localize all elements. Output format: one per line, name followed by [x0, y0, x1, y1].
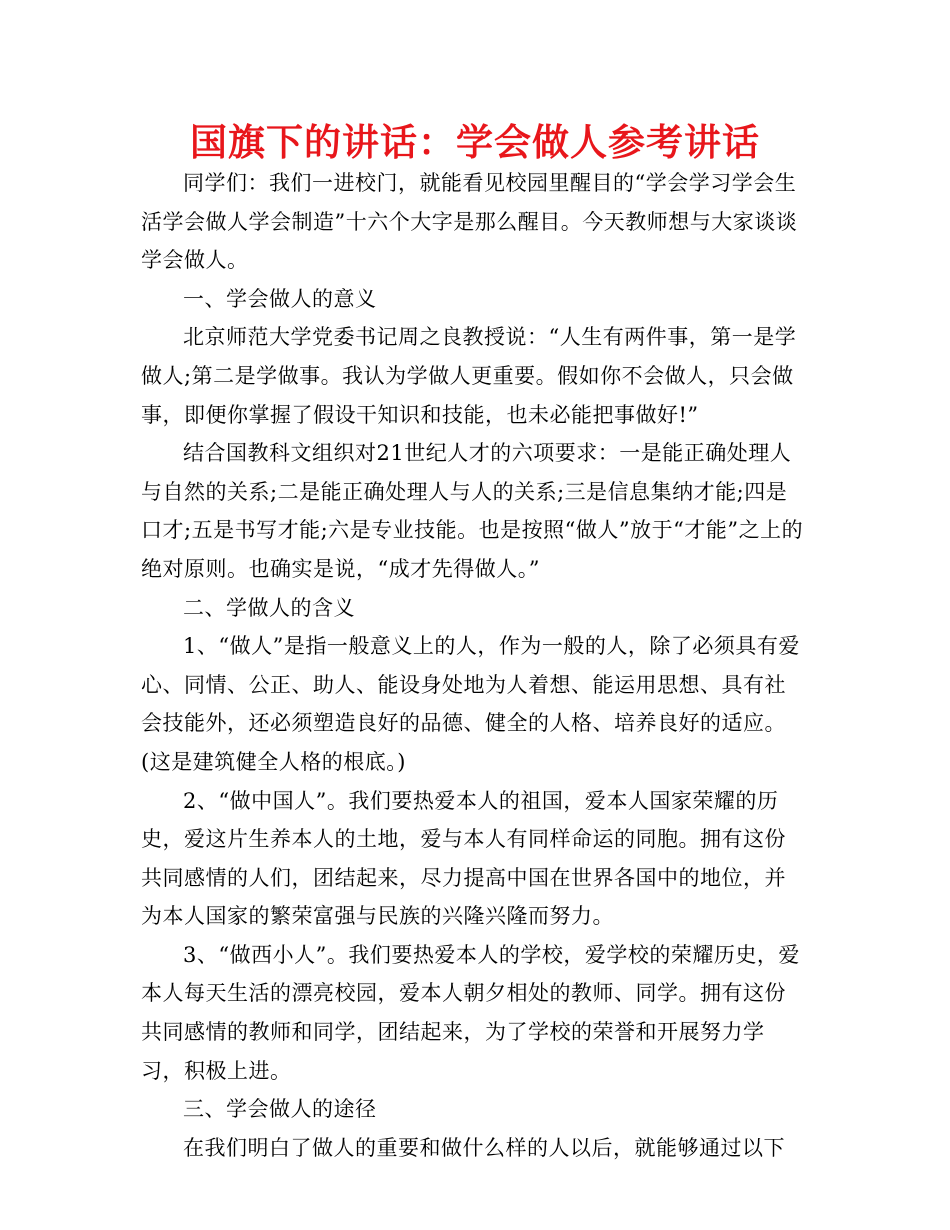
paragraph-unesco: 结合国教科文组织对21世纪人才的六项要求：一是能正确处理人与自然的关系;二是能正确处理人与人的关系;三是信息集纳才能;四是口才;五是书写才能;六是专业技能。也是按照“做人”放于“才能”之上的绝对原则。也确实是说，“成才先得做人。”: [141, 441, 804, 581]
section-heading-2: 二、学做人的含义: [183, 595, 355, 620]
section-heading-3: 三、学会做人的途径: [183, 1097, 377, 1122]
paragraph-pathway: 在我们明白了做人的重要和做什么样的人以后，就能够通过以下: [183, 1135, 785, 1160]
document-body: [141, 164, 807, 1167]
document-title: 国旗下的讲话：学会做人参考讲话: [190, 121, 760, 164]
paragraph-point-3: 3、“做西小人”。我们要热爱本人的学校，爱学校的荣耀历史，爱本人每天生活的漂亮校园，爱本人朝夕相处的教师、同学。拥有这份共同感情的教师和同学，团结起来，为了学校的荣誉和开展努力学习，积极上进。: [141, 942, 800, 1083]
paragraph-point-1: 1、“做人”是指一般意义上的人，作为一般的人，除了必须具有爱心、同情、公正、助人、能设身处地为人着想、能运用思想、具有社会技能外，还必须塑造良好的品德、健全的人格、培养良好的适应。(这是建筑健全人格的根底。): [141, 634, 800, 774]
paragraph-point-2: 2、“做中国人”。我们要热爱本人的祖国，爱本人国家荣耀的历史，爱这片生养本人的土地，爱与本人有同样命运的同胞。拥有这份共同感情的人们，团结起来，尽力提高中国在世界各国中的地位，并为本人国家的繁荣富强与民族的兴隆兴隆而努力。: [141, 788, 786, 929]
section-heading-1: 一、学会做人的意义: [183, 286, 377, 311]
paragraph-quote: 北京师范大学党委书记周之良教授说：“人生有两件事，第一是学做人;第二是学做事。我认为学做人更重要。假如你不会做人，只会做事，即便你掌握了假设干知识和技能，也未必能把事做好!”: [141, 325, 797, 427]
paragraph-greeting: 同学们：我们一进校门，就能看见校园里醒目的“学会学习学会生活学会做人学会制造”十六个大字是那么醒目。今天教师想与大家谈谈学会做人。: [141, 171, 798, 273]
